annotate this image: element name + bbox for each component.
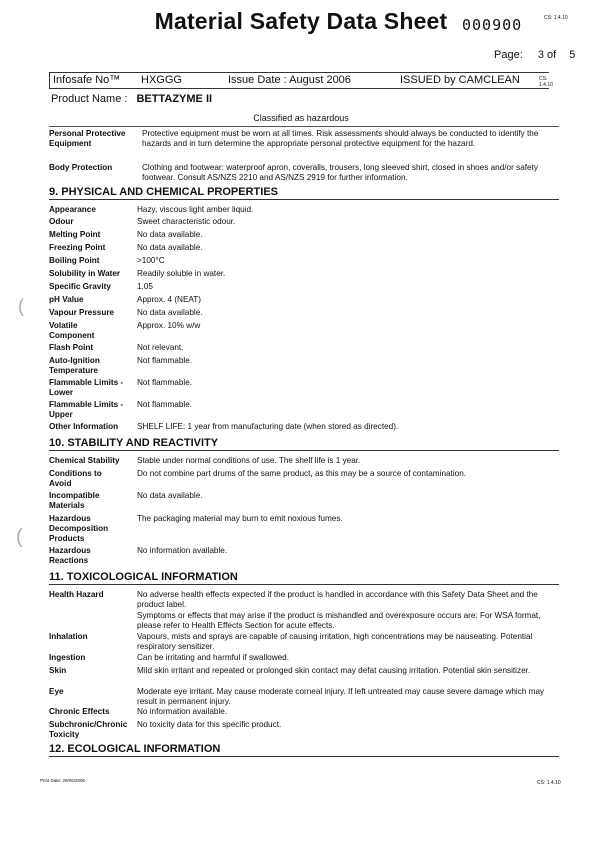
punch-hole-mark: ( [16,526,23,548]
row-label: Body Protection [49,163,113,172]
row-value: Approx. 4 (NEAT) [137,295,201,304]
document-title: Material Safety Data Sheet [154,8,448,34]
row-label: Chronic Effects [49,707,110,716]
infobar-cs-code: CS: 1.4.10 [539,76,553,88]
section-9-heading: 9. PHYSICAL AND CHEMICAL PROPERTIES [49,186,559,200]
footer-cs-code: CS: 1.4.10 [537,780,561,786]
row-label: Hazardous Reactions [49,546,91,565]
row-label: pH Value [49,295,84,304]
row-label: Flash Point [49,343,94,352]
row-value: Not flammable. [137,356,193,365]
row-value: Moderate eye irritant. May cause moderate corneal injury. If left untreated may cause severe damage which may result in permanent injury. [137,687,545,706]
row-label: Appearance [49,205,96,214]
row-label: Solubility in Water [49,269,121,278]
row-label: Other Information [49,422,119,431]
row-value: Protective equipment must be worn at all times. Risk assessments should always be conducted to identify the hazards and in turn determine the appropriate personal protective equipment for the hazard. [142,129,539,148]
issue-date: Issue Date : August 2006 [228,74,351,86]
row-label: Health Hazard [49,590,104,599]
row-label: Auto-Ignition Temperature [49,356,100,375]
row-value: Readily soluble in water. [137,269,226,278]
info-bar [49,72,553,89]
page-value: 3 of [537,49,557,61]
row-label: Volatile Component [49,321,95,340]
row-label: Inhalation [49,632,88,641]
row-label: Subchronic/Chronic Toxicity [49,720,128,739]
row-value: Not flammable. [137,378,193,387]
row-label: Flammable Limits - Upper [49,400,124,419]
section-10-heading: 10. STABILITY AND REACTIVITY [49,437,559,451]
row-value: No data available. [137,243,203,252]
row-label: Hazardous Decomposition Products [49,514,109,543]
row-label: Odour [49,217,74,226]
row-label: Boiling Point [49,256,100,265]
ppe-row [49,129,559,161]
row-label: Freezing Point [49,243,106,252]
row-label: Skin [49,666,67,675]
row-value: No information available. [137,707,228,716]
cs-code-top: CS: 1.4.10 [544,15,568,21]
row-label: Flammable Limits - Lower [49,378,124,397]
page-indicator [494,49,575,61]
row-value: Vapours, mists and sprays are capable of causing irritation, high concentrations may be nauseating. Potential respiratory sensitizer. [137,632,533,651]
row-value: >100°C [137,256,165,265]
row-label: Vapour Pressure [49,308,115,317]
row-value: Can be irritating and harmful if swallowed. [137,653,289,662]
infosafe-label: Infosafe No™ [53,74,121,86]
row-value: No data available. [137,308,203,317]
row-value: Hazy, viscous light amber liquid. [137,205,254,214]
row-label: Conditions to Avoid [49,469,102,488]
page-total: 5 [569,49,576,61]
row-value: No adverse health effects expected if the product is handled in accordance with this Safety Data Sheet and the product label. [137,590,538,609]
row-label: Specific Gravity [49,282,111,291]
row-value: Not flammable. [137,400,193,409]
row-label: Eye [49,687,64,696]
row-value: No toxicity data for this specific product. [137,720,282,729]
product-name: BETTAZYME II [136,93,213,105]
product-name-line [51,93,212,105]
row-value: Sweet characteristic odour. [137,217,236,226]
row-value: No information available. [137,546,228,555]
row-value: The packaging material may burn to emit noxious fumes. [137,514,343,523]
row-label: Personal Protective Equipment [49,129,126,148]
row-value: No data available. [137,230,203,239]
infosafe-code: HXGGG [141,74,182,86]
issued-by: ISSUED by CAMCLEAN [400,74,520,86]
row-value: Not relevant. [137,343,184,352]
page-label: Page: [494,49,523,61]
row-value: Approx. 10% w/w [137,321,201,330]
hazard-classification: Classified as hazardous [253,113,349,123]
row-value: Stable under normal conditions of use. The shelf life is 1 year. [137,456,361,465]
print-date: Print Date: 29/06/2006 [40,778,86,783]
section-11-heading: 11. TOXICOLOGICAL INFORMATION [49,571,559,585]
row-value: Do not combine part drums of the same product, as this may be a source of contamination. [137,469,467,478]
body-protection-row [49,163,559,185]
row-label: Incompatible Materials [49,491,100,510]
row-value: Mild skin irritant and repeated or prolonged skin contact may defat causing irritation. Potential skin sensitizer. [137,666,531,675]
section-12-heading: 12. ECOLOGICAL INFORMATION [49,743,559,757]
product-name-label: Product Name : [51,93,128,105]
row-label: Ingestion [49,653,86,662]
divider [49,126,559,127]
row-value: 1.05 [137,282,153,291]
row-value: SHELF LIFE: 1 year from manufacturing date (when stored as directed). [137,422,399,431]
punch-hole-mark: ( [18,296,24,316]
row-label: Chemical Stability [49,456,120,465]
row-label: Melting Point [49,230,101,239]
row-value: Clothing and footwear: waterproof apron, coveralls, trousers, long sleeved shirt, closed in shoes and/or safety footwear. Consult AS/NZS 2210 and AS/NZS 2919 for further information. [142,163,538,182]
row-value: Symptoms or effects that may arise if the product is mishandled and overexposure occurs are: For WSA format, please refer to Health Effects Section for acute effects. [137,611,541,630]
document-number: 000900 [462,16,523,34]
row-value: No data available. [137,491,203,500]
